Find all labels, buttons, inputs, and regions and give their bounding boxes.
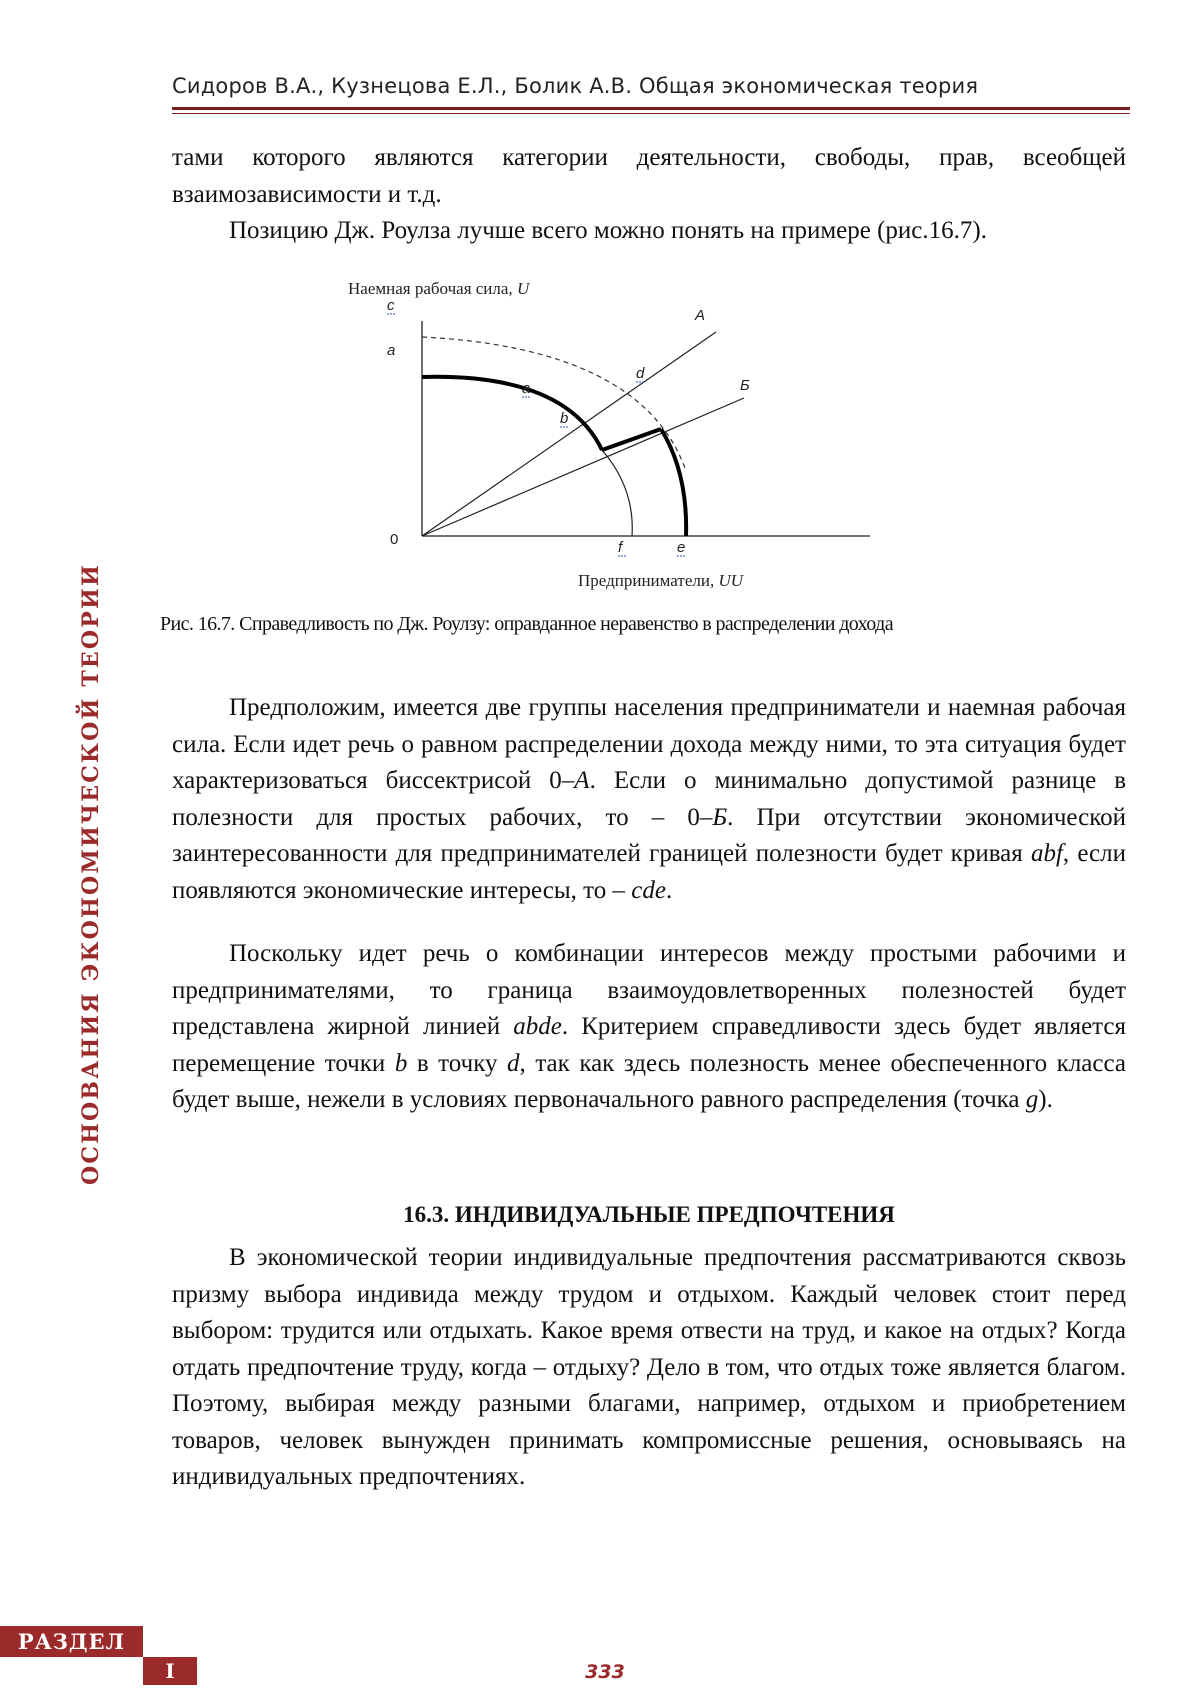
origin-label: 0	[390, 531, 399, 548]
line-label-B: Б	[740, 377, 750, 394]
point-label-c: c	[387, 297, 395, 314]
point-label-a-axis: a	[387, 342, 396, 359]
page-number: 333	[585, 1661, 625, 1683]
section-badge: РАЗДЕЛ	[0, 1626, 143, 1657]
running-header: Сидоров В.А., Кузнецова Е.Л., Болик А.В. Общая экономическая теория	[172, 74, 979, 98]
header-rule-thin	[172, 113, 1130, 114]
figure-rawls	[330, 268, 890, 598]
figure-caption: Рис. 16.7. Справедливость по Дж. Роулзу: оправданное неравенство в распределении дохода	[160, 613, 893, 635]
point-label-f: f	[618, 539, 623, 556]
frontier-a-b	[422, 377, 602, 450]
curve-abf-thin	[602, 450, 632, 536]
side-section-title: ОСНОВАНИЯ ЭКОНОМИЧЕСКОЙ ТЕОРИИ	[78, 563, 104, 1185]
y-axis-title: Наемная рабочая сила, U	[348, 279, 530, 298]
paragraph-continuation: тами которого являются категории деятельности, свободы, прав, всеобщей взаимозависимости и т.д.	[172, 144, 1126, 208]
paragraph-intro-figure: Позицию Дж. Роулза лучше всего можно понять на примере (рис.16.7).	[229, 217, 987, 244]
section-heading: 16.3. ИНДИВИДУАЛЬНЫЕ ПРЕДПОЧТЕНИЯ	[403, 1202, 895, 1227]
paragraph-preferences: В экономической теории индивидуальные предпочтения рассматриваются сквозь призму выбора индивида между трудом и отдыхом. Каждый человек стоит перед выбором: трудится или отдыхать. Какое время отвести на труд, и какое на отдых? Когда отдать предпочтение труду, когда – отдыху? Дело в том, что отдых тоже является благом. Поэтому, выбирая между разными благами, например, отдыхом и приобретением товаров, человек вынужден принимать компромиссные решения, основываясь на индивидуальных предпочтениях.	[172, 1244, 1126, 1490]
frontier-d-e	[661, 429, 686, 536]
x-axis-title: Предприниматели, UU	[578, 571, 744, 590]
point-label-b: b	[560, 410, 569, 427]
header-rule-thick	[172, 107, 1130, 110]
section-badge-number: I	[143, 1657, 197, 1685]
rawls-diagram	[330, 268, 890, 598]
line-0-B	[422, 398, 744, 536]
point-label-e: e	[677, 539, 686, 556]
line-0-A	[422, 332, 716, 536]
paragraph-groups: Предположим, имеется две группы населения предприниматели и наемная рабочая сила. Если идет речь о равном распределении дохода между ними, то эта ситуация будет характеризоваться биссектрисой 0–А. Если о минимально допустимой разнице в полезности для простых рабочих, то – 0–Б. При отсутствии экономической заинтересованности для предпринимателей границей полезности будет кривая abf, если появляются экономические интересы, то – cde.	[172, 694, 1127, 904]
paragraph-frontier: Поскольку идет речь о комбинации интересов между простыми рабочими и предпринимателями, то граница взаимоудовлетворенных полезностей будет представлена жирной линией abde. Критерием справедливости здесь будет является перемещение точки b в точку d, так как здесь полезность менее обеспеченного класса будет выше, нежели в условиях первоначального равного распределения (точка g).	[172, 940, 1127, 1113]
line-label-A: A	[695, 307, 706, 324]
point-label-a-curve: a	[522, 380, 531, 397]
point-label-d: d	[636, 365, 645, 382]
